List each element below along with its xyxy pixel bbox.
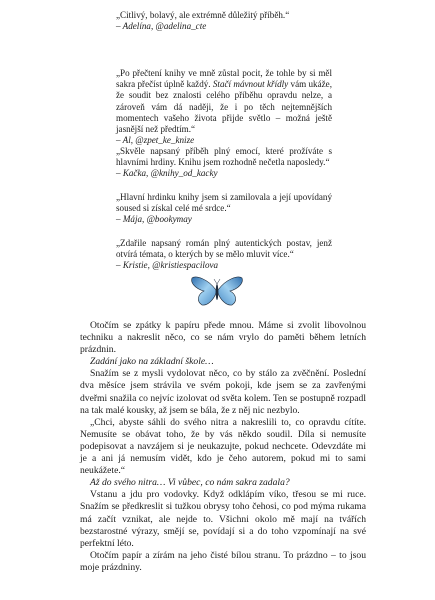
paragraph: Otočím papír a zírám na jeho čisté bílou stranu. To prázdno – to jsou moje prázdniny. — [80, 549, 366, 573]
paragraph: Snažím se z mysli vydolovat něco, co by stálo za zvěčnění. Poslední dva měsíce jsem strávila ve svém pokoji, kde jsem se za zavřenými dveřmi snažila co nejvíc izolovat od světa kolem. Ten se postupně rozpadl na tak malé kousky, až jsem se bála, že z něj nic nezbylo. — [80, 368, 366, 416]
review-quote: „Citlivý, bolavý, ale extrémně důležitý příběh.“ — [116, 10, 290, 20]
review-attribution: – Kristie, @kristiespacilova — [116, 260, 219, 271]
paragraph: Vstanu a jdu pro vodovky. Když odklápím víko, třesou se mi ruce. Snažím se předkreslit si tužkou obrysy toho čehosi, co pod mýma rukama má začít vznikat, ale nejde to. Všichni okolo mě mají na tvářích bezstarostné výrazy, smějí se, povídají si a do toho vzpomínají na své perfektní léto. — [80, 489, 366, 549]
paragraph: Až do svého nitra… Vi vůbec, co nám sakra zadala? — [90, 477, 290, 489]
review-3 — [116, 146, 332, 180]
chapter-text — [80, 320, 366, 574]
paragraph: Zadání jako na základní škole… — [90, 356, 214, 368]
review-quote: „Zdařile napsaný román plný autentických postav, jenž otvírá témata, o kterých by se mělo mluvit více.“ — [116, 238, 332, 260]
review-attribution: – Adelína, @adelina_cte — [116, 21, 207, 32]
review-2 — [116, 68, 332, 146]
review-quote: „Po přečtení knihy ve mně zůstal pocit, že tohle by si měl sakra přečíst úplně každý. Stačí mávnout křídly vám ukáže, že soudit bez znalosti celého příběhu opravdu nelze, a zároveň vám dá naději, že i po těch nejtemnějších momentech vašeho života přijde světlo – možná ještě jasnější než předtím.“ — [116, 68, 332, 135]
review-attribution: – Mája, @bookymay — [116, 214, 192, 225]
butterfly-icon — [190, 275, 244, 309]
review-1 — [116, 10, 332, 32]
paragraph: „Chci, abyste sáhli do svého nitra a nakreslili to, co opravdu cítíte. Nemusíte se obávat toho, že by vás někdo soudil. Díla si nemusíte podepisovat a navzájem si je neukazujte, pokud nechcete. Odevzdáte mi je a ani já nemusím vidět, kdo je čeho autorem, pokud mi to sami neukážete.“ — [80, 416, 366, 477]
review-5 — [116, 238, 332, 272]
review-4 — [116, 192, 332, 226]
review-attribution: – Al, @zpet_ke_knize — [116, 135, 195, 146]
review-quote: „Skvěle napsaný příběh plný emocí, které prožíváte s hlavními hrdiny. Knihu jsem rozhodně nečetla naposledy.“ — [116, 146, 332, 168]
paragraph: Otočím se zpátky k papíru přede mnou. Máme si zvolit libovolnou techniku a nakreslit něco, co se nám vrylo do paměti během letních prázdnin. — [80, 320, 366, 356]
review-quote: „Hlavní hrdinku knihy jsem si zamilovala a její upovídaný soused si získal celé mé srdce.“ — [116, 192, 332, 214]
book-title: Stačí mávnout křídly — [212, 79, 289, 90]
review-attribution: – Kačka, @knihy_od_kacky — [116, 168, 218, 179]
